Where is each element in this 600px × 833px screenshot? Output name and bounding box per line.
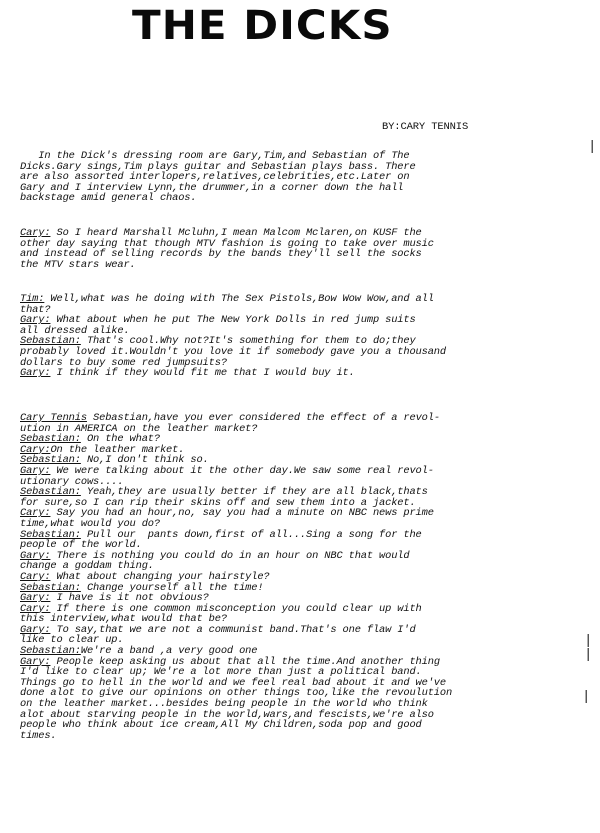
dialogue-text: No,I don't think so. [80, 454, 209, 467]
dialogue-text: dollars to buy some red jumpsuits? [20, 356, 227, 369]
speaker-label: Gary: [20, 367, 51, 380]
speaker-label: Gary: [20, 655, 51, 668]
dialogue-text: Pull our pants down,first of all...Sing a song for the [80, 528, 422, 541]
dialogue-text: people of the world. [20, 539, 142, 552]
dialogue-text: that? [20, 303, 51, 316]
speaker-label: Tim: [20, 293, 45, 305]
dialogue-text: time,what would you do? [20, 517, 160, 530]
dialogue-text: people who think about ice cream,All My Children,soda pop and good [20, 719, 422, 732]
dialogue-text: utionary cows.... [20, 475, 124, 488]
speaker-label: Sebastian: [20, 335, 81, 348]
speaker-label: Sebastian: [20, 645, 81, 658]
text-line: Gary and I interview Lynn,the drummer,in a corner down the hall [20, 181, 404, 194]
page-title: THE DICKS [132, 3, 393, 49]
dialogue-text: like to clear up. [20, 634, 124, 647]
dialogue-text: So I heard Marshall Mcluhn,I mean Malcom Mclaren,on KUSF the [50, 227, 422, 239]
speaker-label: Gary: [20, 314, 51, 327]
text-line: In the Dick's dressing room are Gary,Tim,and Sebastian of The [20, 150, 410, 162]
dialogue-text: for sure,so I can rip their skins off and sew them into a jacket. [20, 496, 416, 509]
dialogue-text: ution in AMERICA on the leather market? [20, 422, 258, 435]
dialogue-text: I have is it not obvious? [50, 592, 209, 605]
speaker-label: Cary: [20, 443, 51, 456]
text-line: Dicks.Gary sings,Tim plays guitar and Sebastian plays bass. There [20, 160, 416, 173]
dialogue-text: To say,that we are not a communist band.That's one flaw I'd [50, 623, 416, 636]
speaker-label: Cary Tennis [20, 412, 87, 424]
dialogue-text: on the leather market...besides being people in the world who think [20, 698, 428, 711]
speaker-label: Gary: [20, 549, 51, 562]
dialogue-text: change a goddam thing. [20, 560, 154, 573]
interview-block-2 [20, 294, 580, 379]
text-line: are also assorted interlopers,relatives,celebrities,etc.Later on [20, 171, 410, 184]
speaker-label: Sebastian: [20, 581, 81, 594]
dialogue-text: We're a band ,a very good one [80, 645, 258, 658]
dialogue-text: this interview,what would that be? [20, 613, 227, 626]
speaker-label: Sebastian: [20, 528, 81, 541]
dialogue-text: probably loved it.Wouldn't you love it if somebody gave you a thousand [20, 345, 446, 358]
dialogue-text: What about when he put The New York Dolls in red jump suits [50, 314, 416, 327]
dialogue-text: Things go to hell in the world and we feel real bad about it and we've [20, 676, 446, 689]
dialogue-text: all dressed alike. [20, 324, 130, 337]
dialogue-line [20, 368, 580, 379]
margin-mark: | [584, 647, 593, 663]
dialogue-text: There is nothing you could do in an hour on NBC that would [50, 549, 410, 562]
dialogue-text: We were talking about it the other day.We saw some real revol- [50, 464, 434, 477]
speaker-label: Sebastian: [20, 486, 81, 499]
dialogue-text: other day saying that though MTV fashion is going to take over music [20, 237, 434, 250]
dialogue-text: That's cool.Why not?It's something for them to do;they [80, 335, 416, 348]
speaker-label: Sebastian: [20, 454, 81, 467]
text-line: backstage amid general chaos. [20, 192, 197, 205]
byline: BY:CARY TENNIS [382, 121, 469, 133]
dialogue-text: Sebastian,have you ever considered the effect of a revol- [86, 412, 440, 424]
interview-block-1 [20, 228, 580, 270]
dialogue-text: times. [20, 729, 57, 742]
margin-mark: | [582, 689, 591, 705]
dialogue-text: and instead of selling records by the bands they'll sell the socks [20, 248, 422, 261]
speaker-label: Gary: [20, 592, 51, 605]
dialogue-text: If there is one common misconception you could clear up with [50, 602, 422, 615]
dialogue-text: the MTV stars wear. [20, 258, 136, 271]
dialogue-text: Change yourself all the time! [80, 581, 264, 594]
speaker-label: Cary: [20, 507, 51, 520]
dialogue-text: alot about starving people in the world,wars,and fescists,we're also [20, 708, 434, 721]
dialogue-text: On the what? [80, 433, 160, 446]
margin-mark: | [588, 139, 597, 155]
speaker-label: Cary: [20, 602, 51, 615]
dialogue-text: I'd like to clear up; We're a lot more than just a political band. [20, 666, 422, 679]
dialogue-text: Say you had an hour,no, say you had a minute on NBC news prime [50, 507, 434, 520]
margin-mark: | [584, 633, 593, 649]
dialogue-text: People keep asking us about that all the time.And another thing [50, 655, 440, 668]
speaker-label: Cary: [20, 570, 51, 583]
speaker-label: Gary: [20, 623, 51, 636]
dialogue-text: On the leather market. [50, 443, 185, 456]
dialogue-text: Well,what was he doing with The Sex Pistols,Bow Wow Wow,and all [44, 293, 434, 305]
dialogue-line [20, 260, 580, 271]
interview-block-3 [20, 413, 580, 741]
dialogue-text: I think if they would fit me that I would buy it. [50, 367, 355, 380]
dialogue-text: What about changing your hairstyle? [50, 570, 270, 583]
intro-paragraph [20, 151, 580, 204]
dialogue-text: Yeah,they are usually better if they are all black,thats [80, 486, 428, 499]
dialogue-line [20, 294, 580, 305]
speaker-label: Sebastian: [20, 433, 81, 446]
dialogue-line [20, 731, 580, 742]
dialogue-line [20, 720, 580, 731]
dialogue-text: done alot to give our opinions on other things too,like the revoulution [20, 687, 453, 700]
speaker-label: Gary: [20, 464, 51, 477]
speaker-label: Cary: [20, 227, 51, 239]
